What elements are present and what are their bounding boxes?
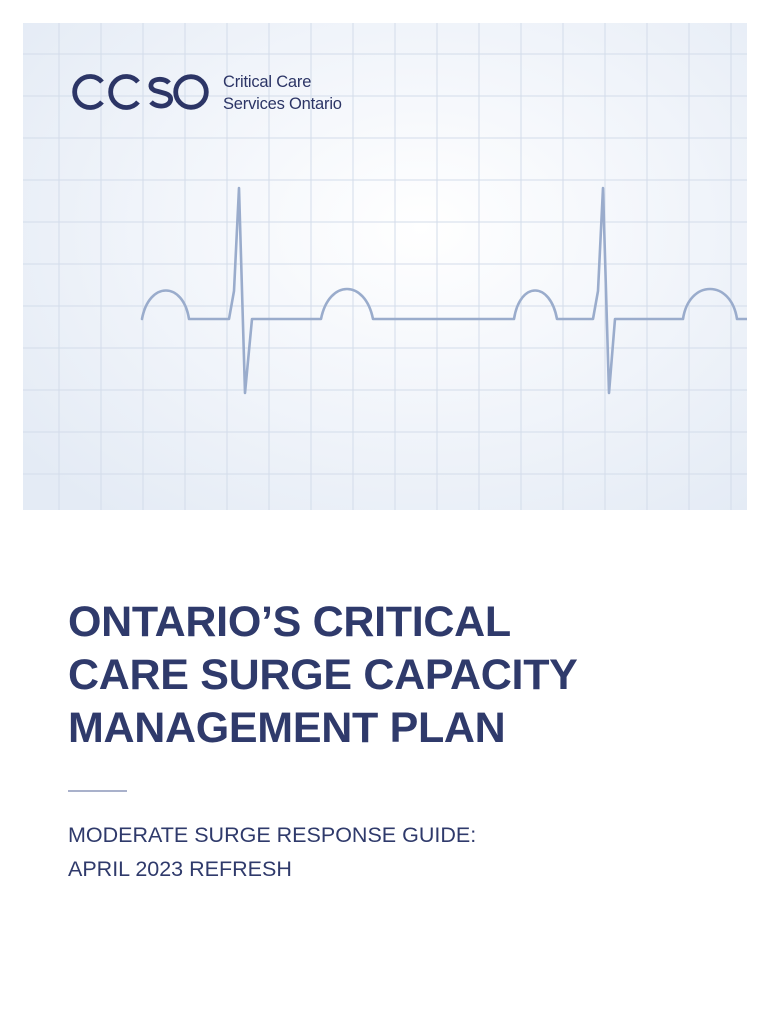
title-line1: ONTARIO’S CRITICAL [68, 598, 511, 646]
title-line2: CARE SURGE CAPACITY [68, 651, 578, 699]
organization-name [223, 71, 342, 115]
subtitle-line2: APRIL 2023 REFRESH [68, 857, 292, 881]
ccso-logo-icon [68, 71, 210, 113]
document-subtitle [68, 818, 748, 886]
document-title [68, 596, 758, 755]
title-line3: MANAGEMENT PLAN [68, 704, 506, 752]
organization-name-line1: Critical Care [223, 73, 312, 91]
ecg-heartbeat-icon [142, 188, 747, 393]
organization-name-line2: Services Ontario [223, 95, 342, 113]
cover-banner [23, 23, 747, 510]
subtitle-line1: MODERATE SURGE RESPONSE GUIDE: [68, 823, 477, 847]
title-divider [68, 790, 127, 792]
